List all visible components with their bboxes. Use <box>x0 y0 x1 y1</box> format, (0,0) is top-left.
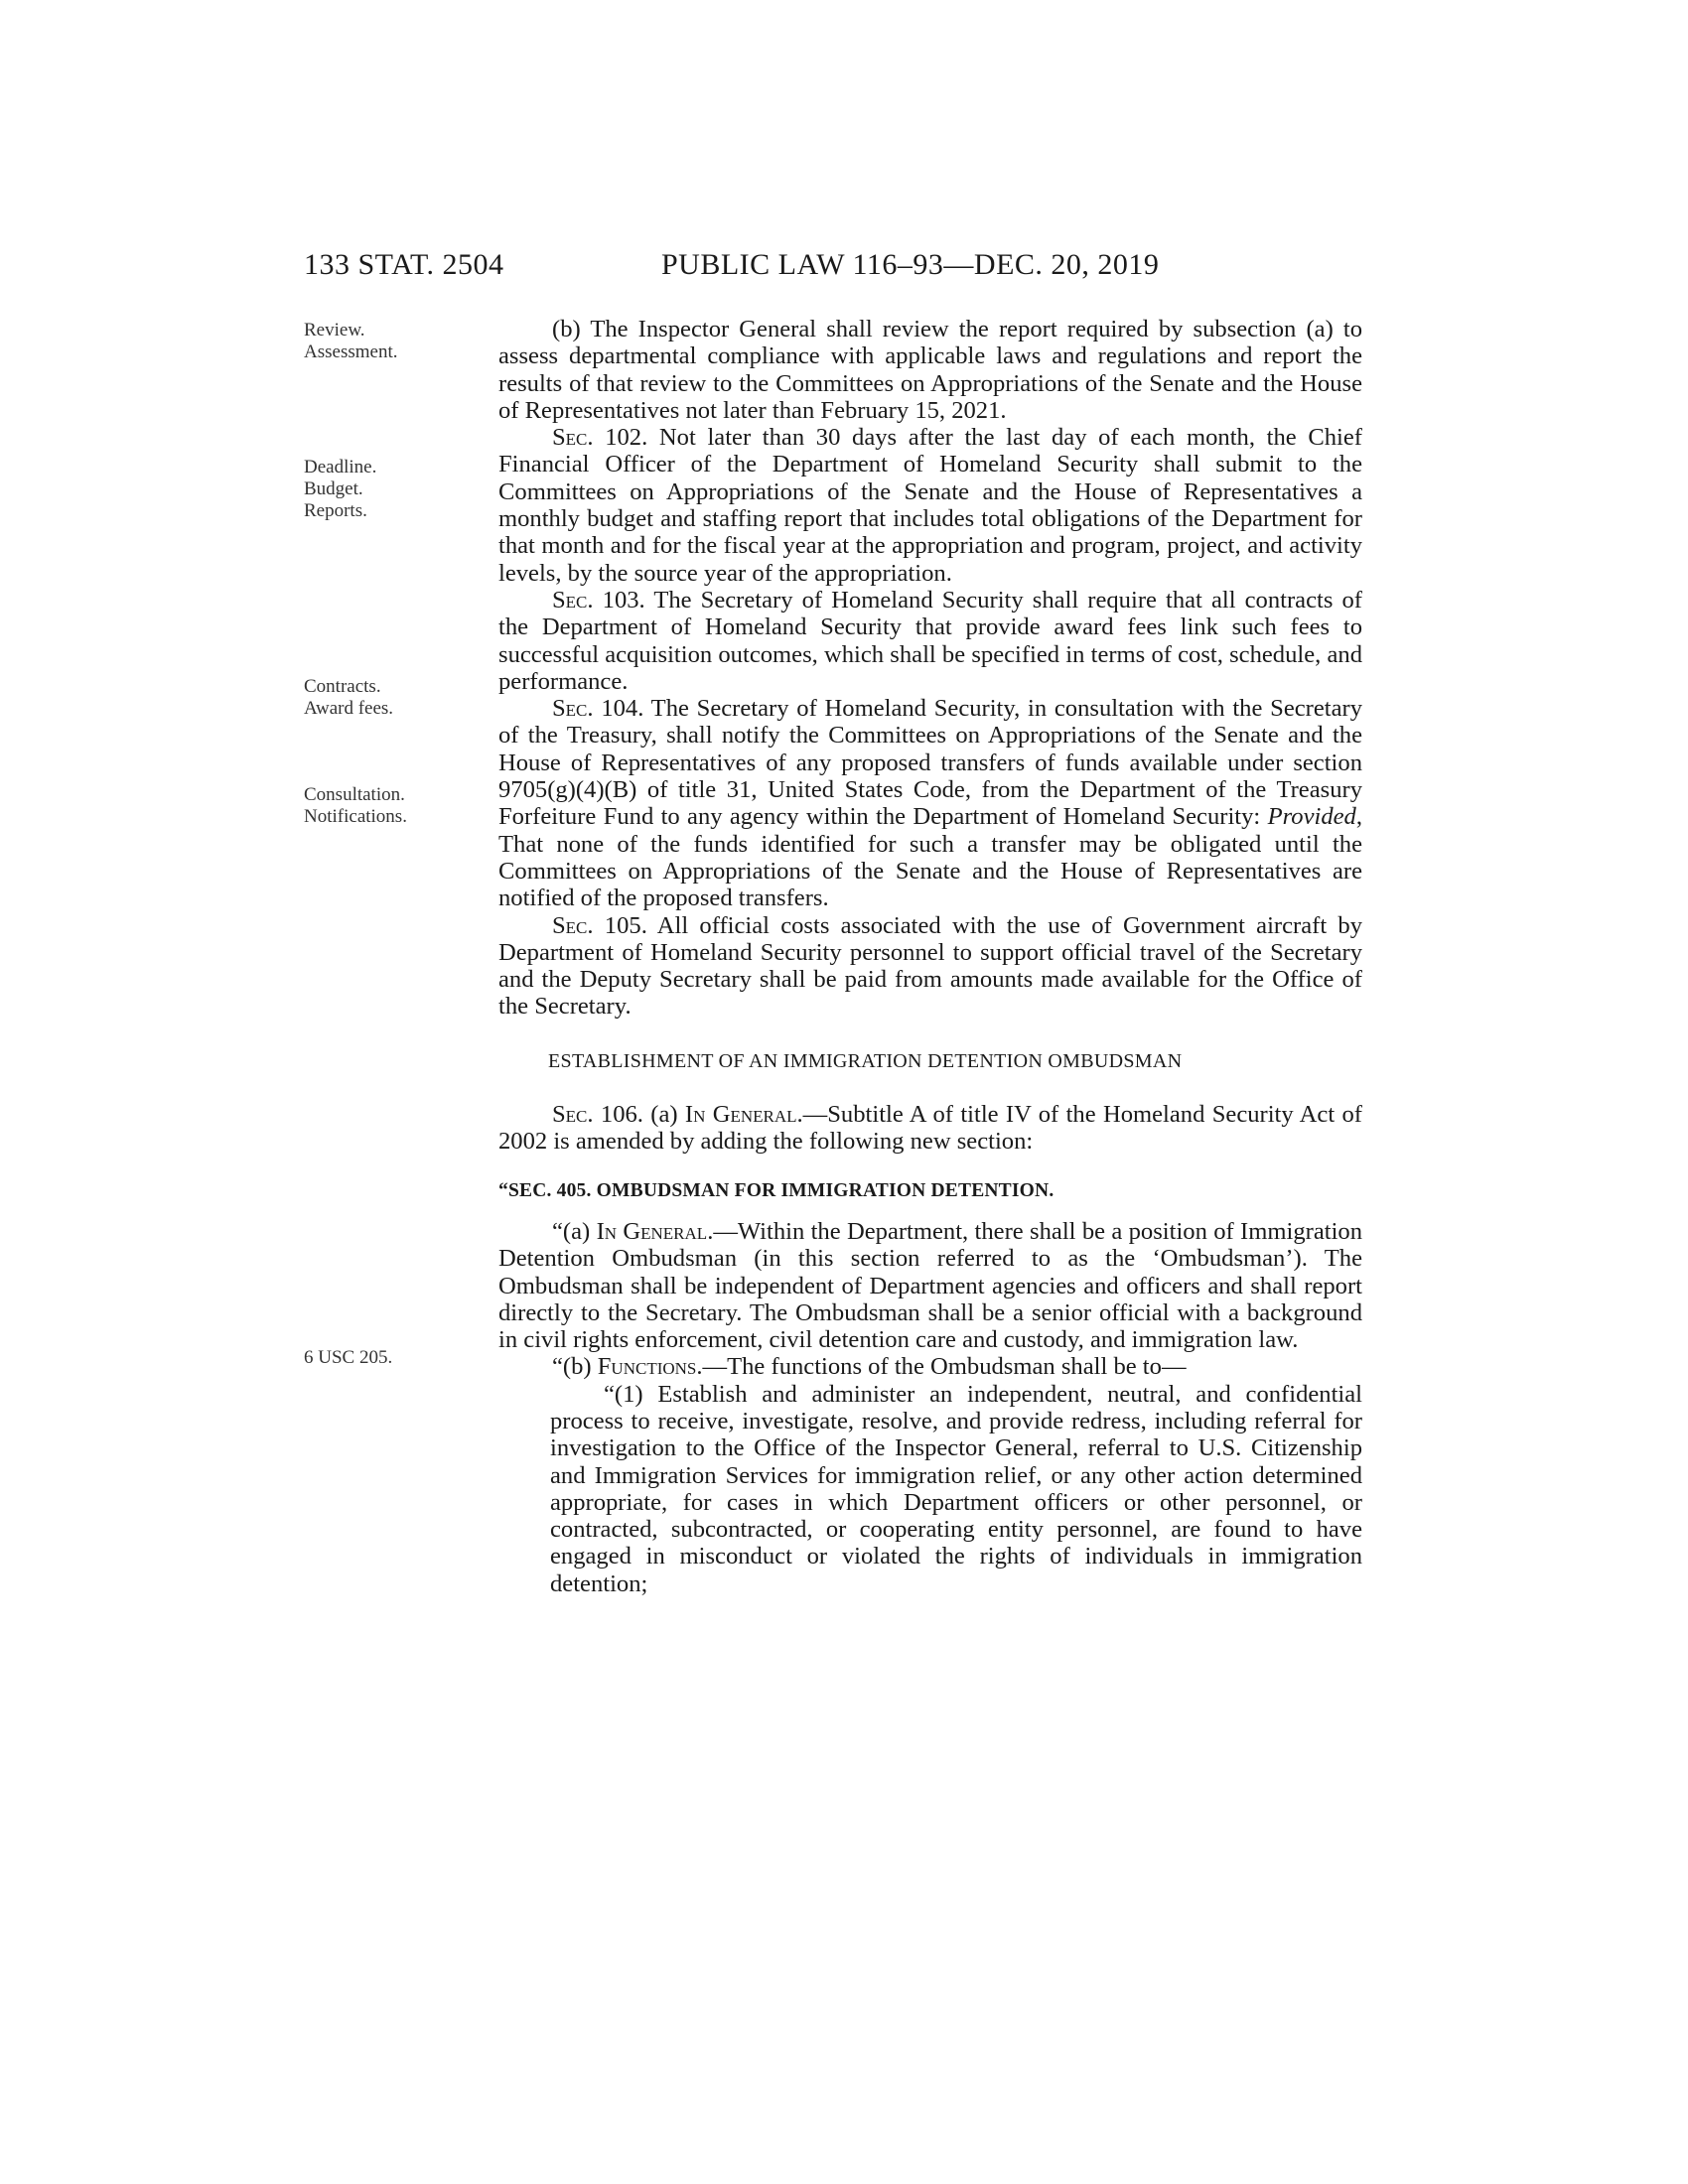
margin-note-contracts: Contracts. Award fees. <box>304 676 394 719</box>
section-104: Sec. 104. The Secretary of Homeland Security, in consultation with the Secretary of the Treasury, shall notify the Committees on Appropriations of the Senate and the House of Representatives of any proposed transfers of funds available under section 9705(g)(4)(B) of title 31, United States Code, from the Department of the Treasury Forfeiture Fund to any agency within the Department of Homeland Security: Provided, That none of the funds identified for such a transfer may be obligated until the Committees on Appropriations of the Senate and the House of Representatives are notified of the proposed transfers. <box>498 695 1362 912</box>
section-103: Sec. 103. The Secretary of Homeland Security shall require that all contracts of the Department of Homeland Security that provide award fees link such fees to successful acquisition outcomes, which shall be specified in terms of cost, schedule, and performance. <box>498 586 1362 695</box>
margin-note-deadline: Deadline. Budget. Reports. <box>304 457 377 521</box>
running-header: PUBLIC LAW 116–93—DEC. 20, 2019 <box>661 248 1160 281</box>
body-text <box>498 316 1362 1597</box>
section-105: Sec. 105. All official costs associated with the use of Government aircraft by Department of Homeland Security personnel to support official travel of the Secretary and the Deputy Secretary shall be paid from amounts made available for the Office of the Secretary. <box>498 911 1362 1021</box>
section-102: Sec. 102. Not later than 30 days after the last day of each month, the Chief Financial Officer of the Department of Homeland Security shall submit to the Committees on Appropriations of the Senate and the House of Representatives a monthly budget and staffing report that includes total obligations of the Department for that month and for the fiscal year at the appropriation and program, project, and activity levels, by the source year of the appropriation. <box>498 424 1362 587</box>
subsection-a: “(a) In General.—Within the Department, there shall be a position of Immigration Detention Ombudsman (in this section referred to as the ‘Ombudsman’). The Ombudsman shall be independent of Department agencies and officers and shall report directly to the Secretary. The Ombudsman shall be a senior official with a background in civil rights enforcement, civil detention care and custody, and immigration law. <box>498 1217 1362 1354</box>
section-heading: ESTABLISHMENT OF AN IMMIGRATION DETENTION OMBUDSMAN <box>548 1049 1183 1072</box>
subsection-b: “(b) Functions.—The functions of the Ombudsman shall be to— <box>552 1353 1187 1381</box>
margin-note-consultation: Consultation. Notifications. <box>304 784 407 827</box>
paragraph-b-review: (b) The Inspector General shall review the report required by subsection (a) to assess departmental compliance with applicable laws and regulations and report the results of that review to the Committees on Appropriations of the Senate and the House of Representatives not later than February 15, 2021. <box>498 316 1362 424</box>
section-405-title: “SEC. 405. OMBUDSMAN FOR IMMIGRATION DETENTION. <box>498 1179 1055 1201</box>
paragraph-1: “(1) Establish and administer an independent, neutral, and confidential process to receive, investigate, resolve, and provide redress, including referral for investigation to the Office of the Inspector General, referral to U.S. Citizenship and Immigration Services for immigration relief, or any other action determined appropriate, for cases in which Department officers or other personnel, or contracted, subcontracted, or cooperating entity personnel, are found to have engaged in misconduct or violated the rights of individuals in immigration detention; <box>550 1380 1362 1597</box>
section-106: Sec. 106. (a) In General.—Subtitle A of title IV of the Homeland Security Act of 2002 is amended by adding the following new section: <box>498 1101 1362 1156</box>
margin-note-usc: 6 USC 205. <box>304 1347 393 1368</box>
margin-note-review: Review. Assessment. <box>304 320 398 362</box>
statute-page-number: 133 STAT. 2504 <box>304 248 504 281</box>
